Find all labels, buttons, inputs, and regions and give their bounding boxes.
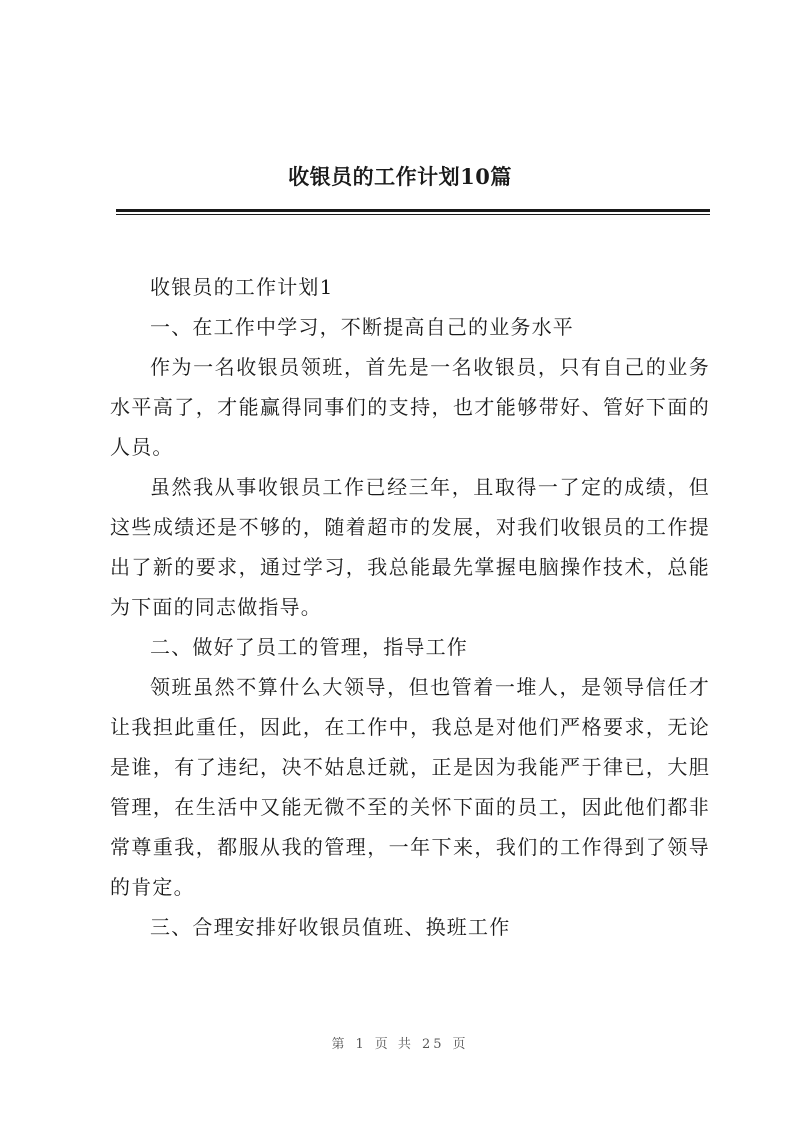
document-body (110, 267, 710, 947)
page-title: 收银员的工作计划10篇 (288, 164, 512, 189)
footer-prefix: 第 (331, 1037, 348, 1052)
footer-middle: 页 共 (374, 1037, 414, 1052)
body-paragraph: 领班虽然不算什么大领导，但也管着一堆人，是领导信任才让我担此重任，因此，在工作中，我总是对他们严格要求，无论是谁，有了违纪，决不姑息迁就，正是因为我能严于律已，大胆管理，在生活中又能无微不至的关怀下面的员工，因此他们都非常尊重我，都服从我的管理，一年下来，我们的工作得到了领导的肯定。 (110, 675, 710, 899)
subsection-heading: 三、合理安排好收银员值班、换班工作 (150, 915, 511, 939)
footer-current-page: 1 (355, 1037, 367, 1052)
subsection-heading: 二、做好了员工的管理，指导工作 (150, 635, 468, 659)
title-divider-thin (116, 214, 710, 215)
page-footer (0, 1033, 800, 1052)
footer-suffix: 页 (452, 1037, 469, 1052)
title-divider (116, 209, 710, 212)
section-heading: 收银员的工作计划1 (150, 275, 334, 299)
body-paragraph: 作为一名收银员领班，首先是一名收银员，只有自己的业务水平高了，才能赢得同事们的支持，也才能够带好、管好下面的人员。 (110, 355, 710, 459)
subsection-heading: 一、在工作中学习，不断提高自己的业务水平 (150, 315, 574, 339)
footer-total-pages: 25 (421, 1037, 445, 1052)
body-paragraph: 虽然我从事收银员工作已经三年，且取得一了定的成绩，但这些成绩还是不够的，随着超市的发展，对我们收银员的工作提出了新的要求，通过学习，我总能最先掌握电脑操作技术，总能为下面的同志做指导。 (110, 475, 710, 619)
